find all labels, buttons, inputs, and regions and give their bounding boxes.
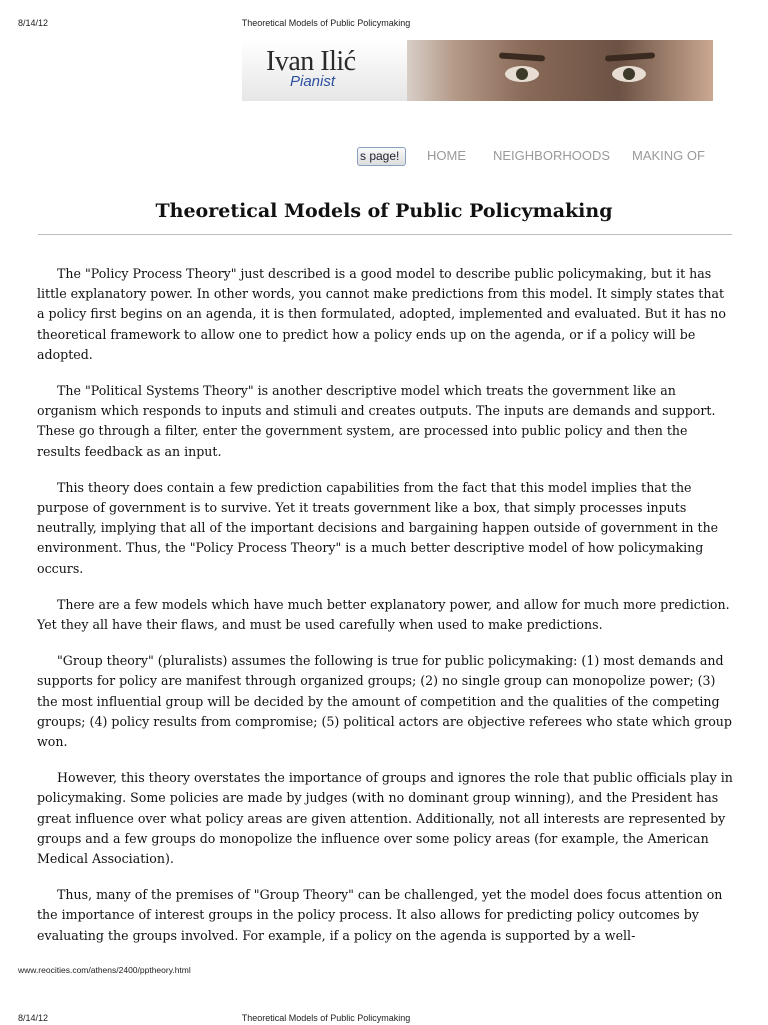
paragraph: "Group theory" (pluralists) assumes the following is true for public policymaking: (1) most demands and supports for policy are manifest through organized groups; (2) no single group can monopolize power; (3) the most influential group will be decided by the amount of competition and the qualities of the competing groups; (4) policy results from compromise; (5) political actors are objective referees who state which group won. <box>37 653 732 750</box>
nav-link-home[interactable]: HOME <box>427 148 466 163</box>
paragraph: This theory does contain a few prediction capabilities from the fact that this model implies that the purpose of government is to survive. Yet it treats government like a box, that simply processes inputs neutrally, implying that all of the important decisions and bargaining happen outside of government in the environment. Thus, the "Policy Process Theory" is a much better descriptive model of how policymaking occurs. <box>37 479 719 576</box>
nav-link-making-of[interactable]: MAKING OF <box>632 148 705 163</box>
print-title: Theoretical Models of Public Policymaking <box>241 18 411 28</box>
print-footer-title: Theoretical Models of Public Policymaking <box>241 1013 411 1023</box>
paragraph: There are a few models which have much better explanatory power, and allow for much more prediction. Yet they all have their flaws, and must be used carefully when used to make predictions. <box>37 596 730 633</box>
print-header <box>0 18 768 30</box>
right-brow <box>605 52 655 61</box>
banner-portrait-image <box>407 40 713 101</box>
print-footer-url: www.reocities.com/athens/2400/pptheory.html <box>18 965 191 975</box>
left-brow <box>499 52 545 61</box>
top-navigation <box>0 144 768 168</box>
paragraph: The "Political Systems Theory" is another descriptive model which treats the government like an organism which responds to inputs and stimuli and creates outputs. The inputs are demands and support. These go through a filter, enter the government system, are processed into public policy and then the results feedback as an input. <box>37 383 716 459</box>
title-divider <box>38 234 732 235</box>
print-date: 8/14/12 <box>18 18 49 28</box>
paragraph: Thus, many of the premises of "Group Theory" can be challenged, yet the model does focus attention on the importance of interest groups in the policy process. It also allows for predicting policy outcomes by evaluating the groups involved. For example, if a policy on the agenda is supported by a well- <box>37 887 723 943</box>
banner-subtitle: Pianist <box>290 73 336 90</box>
banner-name: Ivan Ilić <box>266 46 356 77</box>
print-footer <box>0 1013 768 1025</box>
banner-logo-area <box>242 40 407 101</box>
page-title: Theoretical Models of Public Policymaking <box>155 200 613 222</box>
nav-link-neighborhoods[interactable]: NEIGHBORHOODS <box>493 148 611 163</box>
left-eye <box>505 66 539 82</box>
right-eye <box>612 66 646 82</box>
share-page-button[interactable]: s page! <box>357 147 406 166</box>
article-body <box>37 264 733 962</box>
paragraph: However, this theory overstates the importance of groups and ignores the role that public officials play in policymaking. Some policies are made by judges (with no dominant group winning), and the President has great influence over what policy areas are given attention. Additionally, not all interests are represented by groups and a few groups do monopolize the influence over some policy areas (for example, the American Medical Association). <box>37 770 733 867</box>
site-banner[interactable] <box>242 40 713 101</box>
print-footer-date: 8/14/12 <box>18 1013 49 1023</box>
paragraph: The "Policy Process Theory" just described is a good model to describe public policymaking, but it has little explanatory power. In other words, you cannot make predictions from this model. It simply states that a policy first begins on an agenda, it is then formulated, adopted, implemented and evaluated. But it has no theoretical framework to allow one to predict how a policy ends up on the agenda, or if a policy will be adopted. <box>37 266 726 362</box>
